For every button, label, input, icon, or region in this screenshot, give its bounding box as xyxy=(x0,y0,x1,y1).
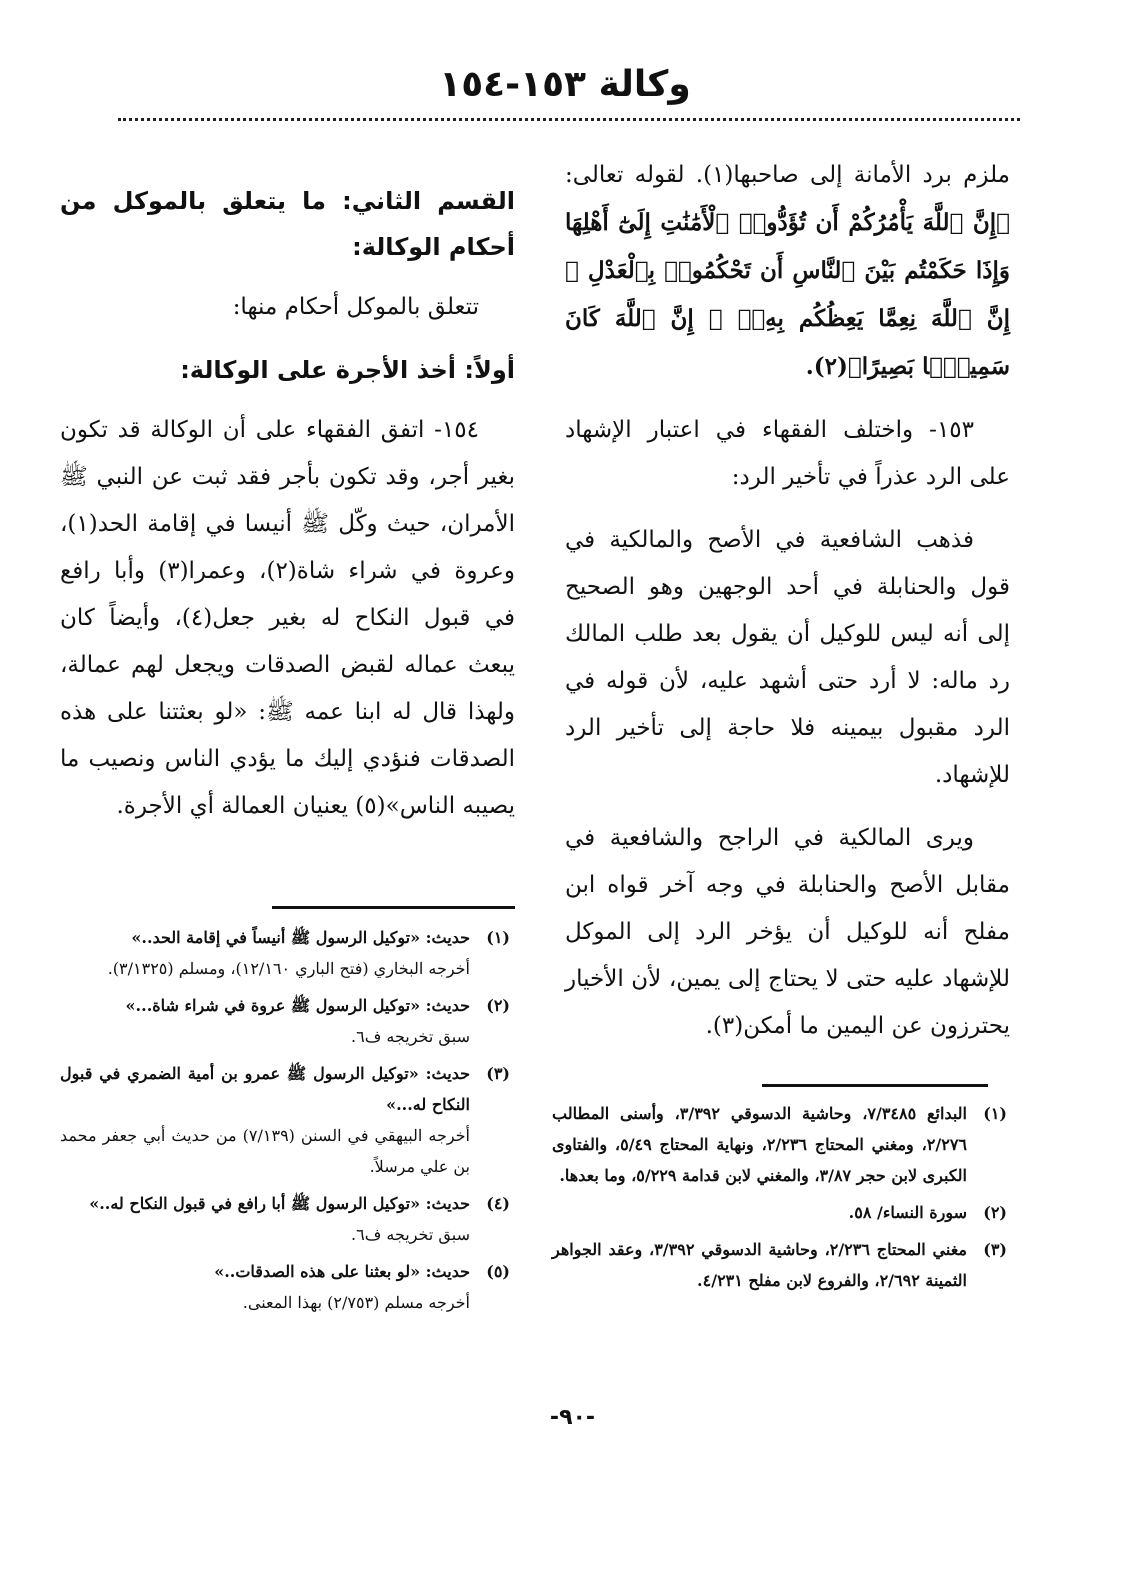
footnote-text: أخرجه مسلم (٢/٧٥٣) بهذا المعنى. xyxy=(242,1293,470,1312)
footnote-text: سبق تخريجه ف٦. xyxy=(351,1225,470,1244)
paragraph-153: ١٥٣- واختلف الفقهاء في اعتبار الإشهاد على الرد عذراً في تأخير الرد: xyxy=(565,417,1010,490)
paragraph-text: ملزم برد الأمانة إلى صاحبها(١). لقوله تعالى: xyxy=(565,162,1010,188)
footnote-title: حديث: «توكيل الرسول ﷺ أنيساً في إقامة الحد..» xyxy=(131,928,470,947)
footnotes-left xyxy=(60,922,510,1324)
footnote-number: (٢) xyxy=(486,996,510,1015)
footnote-text: البدائع ٧/٣٤٨٥، وحاشية الدسوقي ٣/٣٩٢، وأسنى المطالب ٢/٢٧٦، ومغني المحتاج ٢/٢٣٦، ونهاية المحتاج ٥/٤٩، والفتاوى الكبرى لابن حجر ٣/٨٧، والمغني لابن قدامة ٥/٢٢٩، وما بعدها. xyxy=(552,1104,967,1185)
header-dotted-divider xyxy=(118,118,1020,121)
footnote-number: (١) xyxy=(486,928,510,947)
page-number: -٩٠- xyxy=(549,1405,596,1430)
subheading: أولاً: أخذ الأجرة على الوكالة: xyxy=(180,356,515,384)
footnote-title: حديث: «لو بعثنا على هذه الصدقات..» xyxy=(214,1262,470,1281)
paragraph-shafii-view: فذهب الشافعية في الأصح والمالكية في قول والحنابلة في أحد الوجهين وهو الصحيح إلى أنه ليس للوكيل أن يقول بعد طلب المالك رد ماله: لا أرد حتى أشهد عليه، لأن قوله في الرد مقبول بيمينه فلا حاجة إلى تأخير الرد للإشهاد. xyxy=(565,527,1010,788)
footnote-text: سورة النساء/ ٥٨. xyxy=(848,1203,967,1222)
footnote xyxy=(552,1098,1007,1191)
footnote-text: مغني المحتاج ٢/٢٣٦، وحاشية الدسوقي ٣/٣٩٢، وعقد الجواهر الثمينة ٢/٦٩٢، والفروع لابن مفلح ٤/٢٣١. xyxy=(552,1240,967,1290)
footnote-title: حديث: «توكيل الرسول ﷺ عمرو بن أمية الضمري في قبول النكاح له...» xyxy=(60,1064,470,1114)
paragraph-intro xyxy=(565,152,1010,391)
footnote-number: (٣) xyxy=(983,1240,1007,1259)
footnote-number: (٢) xyxy=(983,1203,1007,1222)
left-text-column xyxy=(60,178,515,846)
footnote-text: أخرجه البيهقي في السنن (٧/١٣٩) من حديث أبي جعفر محمد بن علي مرسلاً. xyxy=(60,1126,470,1176)
footnote-divider-right xyxy=(762,1084,988,1087)
footnote-text: سبق تخريجه ف٦. xyxy=(351,1027,470,1046)
footnote-text: أخرجه البخاري (فتح الباري ١٢/١٦٠)، ومسلم (٣/١٣٢٥). xyxy=(107,959,470,978)
footnote xyxy=(552,1234,1007,1296)
section-heading: القسم الثاني: ما يتعلق بالموكل من أحكام الوكالة: xyxy=(60,187,515,261)
footnote xyxy=(60,922,510,984)
paragraph-maliki-view: ويرى المالكية في الراجح والشافعية في مقابل الأصح والحنابلة في وجه آخر قواه ابن مفلح أنه للوكيل أن يؤخر الرد إلى الموكل للإشهاد عليه حتى لا يحتاج إلى يمين، لأن الأخيار يحترزون عن اليمين ما أمكن(٣). xyxy=(565,825,1010,1039)
section-intro: تتعلق بالموكل أحكام منها: xyxy=(232,294,479,320)
footnotes-right xyxy=(552,1098,1007,1302)
footnote-title: حديث: «توكيل الرسول ﷺ عروة في شراء شاة...» xyxy=(125,996,470,1015)
footnote xyxy=(60,1256,510,1318)
footnote-number: (٤) xyxy=(486,1194,510,1213)
footnote-number: (٣) xyxy=(486,1064,510,1083)
footnote xyxy=(552,1197,1007,1228)
paragraph-154: ١٥٤- اتفق الفقهاء على أن الوكالة قد تكون بغير أجر، وقد تكون بأجر فقد ثبت عن النبي ﷺ الأمران، حيث وكّل ﷺ أنيسا في إقامة الحد(١)، وعروة في شراء شاة(٢)، وعمرا(٣) وأبا رافع في قبول النكاح له بغير جعل(٤)، وأيضاً كان يبعث عماله لقبض الصدقات ويجعل لهم عمالة، ولهذا قال له ابنا عمه ﷺ: «لو بعثتنا على هذه الصدقات فنؤدي إليك ما يؤدي الناس ونصيب ما يصيبه الناس»(٥) يعنيان العمالة أي الأجرة. xyxy=(60,417,515,819)
footnote-title: حديث: «توكيل الرسول ﷺ أبا رافع في قبول النكاح له..» xyxy=(89,1194,470,1213)
footnote-number: (٥) xyxy=(486,1262,510,1281)
footnote-number: (١) xyxy=(983,1104,1007,1123)
footnote xyxy=(60,990,510,1052)
footnote xyxy=(60,1188,510,1250)
quran-verse: ﴿إِنَّ ٱللَّهَ يَأْمُرُكُمْ أَن تُؤَدُّوا۟ ٱلْأَمَٰنَٰتِ إِلَىٰٓ أَهْلِهَا وَإِذَا حَكَمْتُم بَيْنَ ٱلنَّاسِ أَن تَحْكُمُوا۟ بِٱلْعَدْلِ ۚ إِنَّ ٱللَّهَ نِعِمَّا يَعِظُكُم بِهِۦٓ ۗ إِنَّ ٱللَّهَ كَانَ سَمِيعًۢا بَصِيرًا﴾(٢). xyxy=(565,209,1010,380)
page-header-title: وكالة ١٥٣-١٥٤ xyxy=(439,64,691,105)
footnote-divider-left xyxy=(272,906,515,909)
right-text-column xyxy=(565,152,1010,1066)
footnote xyxy=(60,1058,510,1182)
